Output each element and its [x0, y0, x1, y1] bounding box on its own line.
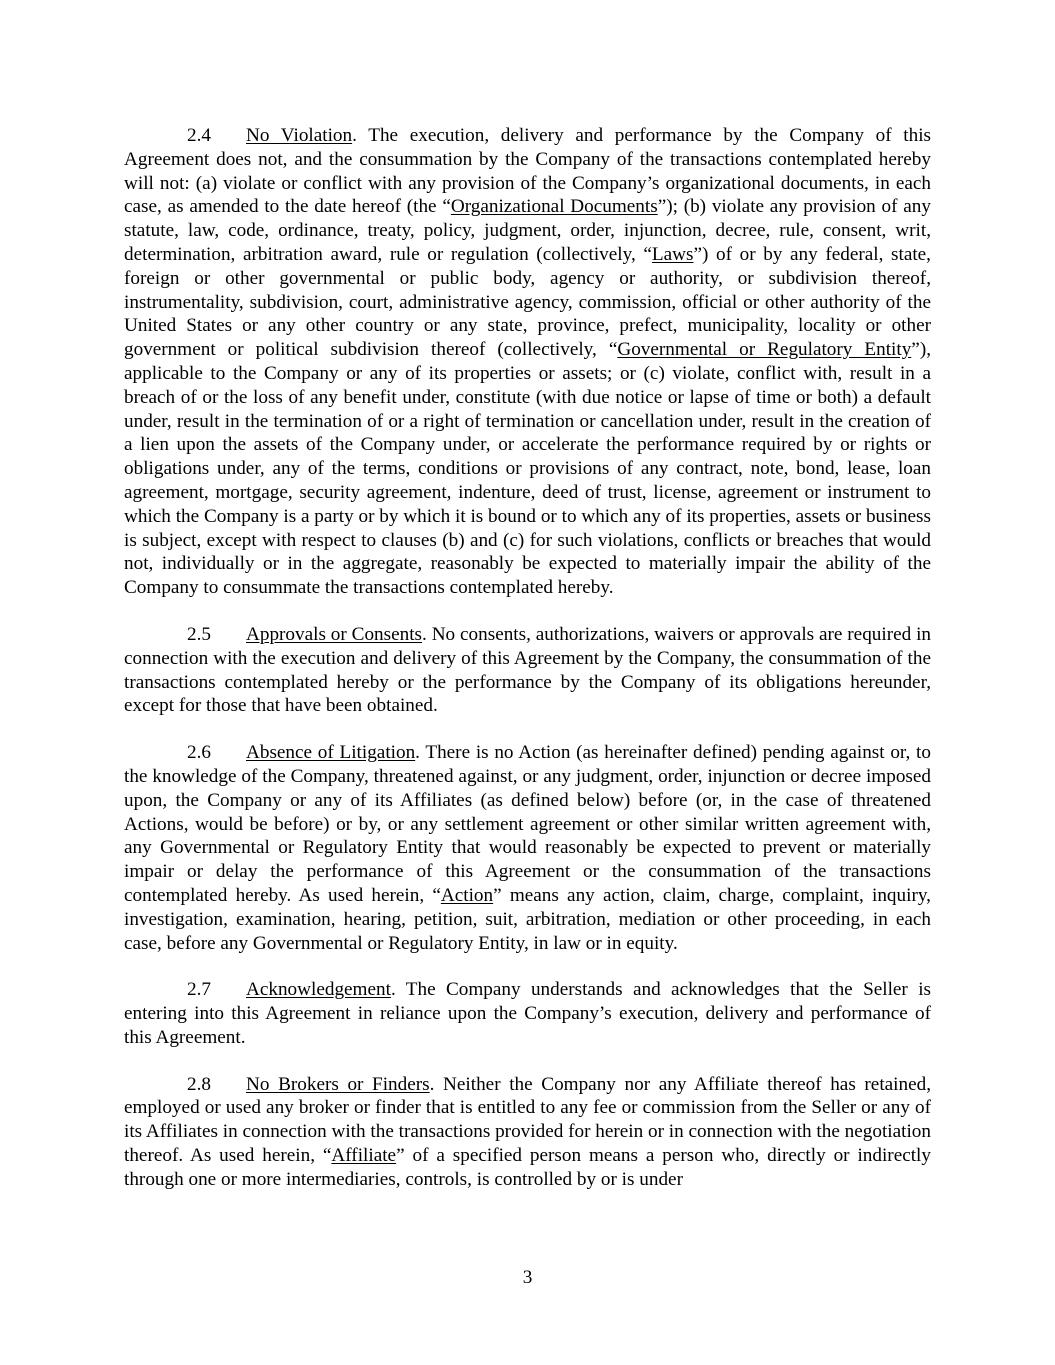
section-number: 2.4 [187, 125, 211, 146]
section-text: ”); (b) violate any provision of any statute, law, code, ordinance, treaty, policy, judgment, order, injunction, decree, rule, consent, writ, determination, arbitration award, rule or regulation (collectively, “ [124, 196, 931, 265]
section-number: 2.5 [187, 623, 211, 645]
defined-term-governmental-or-regulatory-entity: Governmental or Regulatory Entity [617, 339, 912, 361]
section-number: 2.7 [187, 979, 211, 1001]
section-text: . The execution, delivery and performance by the Company of this Agreement does not, and the consummation by the Company of the transactions contemplated hereby will not: (a) violate or conflict with any provision of the Company’s organizational documents, in each case, as amended to the date hereof (the “ [124, 125, 931, 218]
defined-term-organizational-documents: Organizational Documents [450, 196, 658, 218]
section-number: 2.6 [187, 742, 211, 764]
section-heading: No Violation [246, 125, 353, 146]
section-2-4 [124, 124, 931, 600]
section-text: ” of a specified person means a person who, directly or indirectly through one or more intermediaries, controls, is controlled by or is under [124, 1145, 931, 1190]
section-heading: No Brokers or Finders [246, 1073, 430, 1095]
defined-term-action: Action [440, 884, 494, 906]
section-2-6 [124, 741, 931, 955]
section-text: ” means any action, claim, charge, complaint, inquiry, investigation, examination, hearing, petition, suit, arbitration, mediation or other proceeding, in each case, before any Governmental or Regulatory Entity, in law or in equity. [124, 884, 931, 954]
section-number: 2.8 [187, 1073, 211, 1095]
section-heading: Approvals or Consents [246, 623, 423, 645]
section-text: . There is no Action (as hereinafter defined) pending against or, to the knowledge of the Company, threatened against, or any judgment, order, injunction or decree imposed upon, the Company or any of its Affiliates (as defined below) before (or, in the case of threatened Actions, would be before) or by, or any settlement agreement or other similar written agreement with, any Governmental or Regulatory Entity that would reasonably be expected to prevent or materially impair or delay the performance of this Agreement or the consummation of the transactions contemplated hereby. As used herein, “ [124, 742, 931, 906]
page-number: 3 [522, 1267, 533, 1288]
section-text: ”), applicable to the Company or any of its properties or assets; or (c) violate, conflict with, result in a breach of or the loss of any benefit under, constitute (with due notice or lapse of time or both) a default under, result in the termination of or a right of termination or cancellation under, result in the creation of a lien upon the assets of the Company under, or accelerate the performance required by or rights or obligations under, any of the terms, conditions or provisions of any contract, note, bond, lease, loan agreement, mortgage, security agreement, indenture, deed of trust, license, agreement or instrument to which the Company is a party or by which it is bound or to which any of its properties, assets or business is subject, except with respect to clauses (b) and (c) for such violations, conflicts or breaches that would not, individually or in the aggregate, reasonably be expected to materially impair the ability of the Company to consummate the transactions contemplated hereby. [124, 339, 931, 599]
section-text: ”) of or by any federal, state, foreign or other governmental or public body, agency or authority, or subdivision thereof, instrumentality, subdivision, court, administrative agency, commission, official or other authority of the United States or any other country or any state, province, prefect, municipality, locality or other government or political subdivision thereof (collectively, “ [124, 243, 931, 361]
defined-term-laws: Laws [651, 243, 694, 265]
section-text: . The Company understands and acknowledges that the Seller is entering into this Agreement in reliance upon the Company’s execution, delivery and performance of this Agreement. [124, 979, 931, 1048]
section-2-5 [124, 623, 931, 718]
section-text: . Neither the Company nor any Affiliate thereof has retained, employed or used any broker or finder that is entitled to any fee or commission from the Seller or any of its Affiliates in connection with the transactions provided for herein or in connection with the negotiation thereof. As used herein, “ [124, 1073, 931, 1167]
section-2-7 [124, 978, 931, 1049]
section-text: . No consents, authorizations, waivers or approvals are required in connection with the execution and delivery of this Agreement by the Company, the consummation of the transactions contemplated hereby or the performance by the Company of its obligations hereunder, except for those that have been obtained. [124, 623, 932, 717]
section-heading: Absence of Litigation [246, 742, 416, 764]
section-heading: Acknowledgement [246, 979, 391, 1001]
document-body [124, 124, 931, 1215]
defined-term-affiliate: Affiliate [331, 1145, 397, 1167]
section-2-8 [124, 1073, 931, 1192]
